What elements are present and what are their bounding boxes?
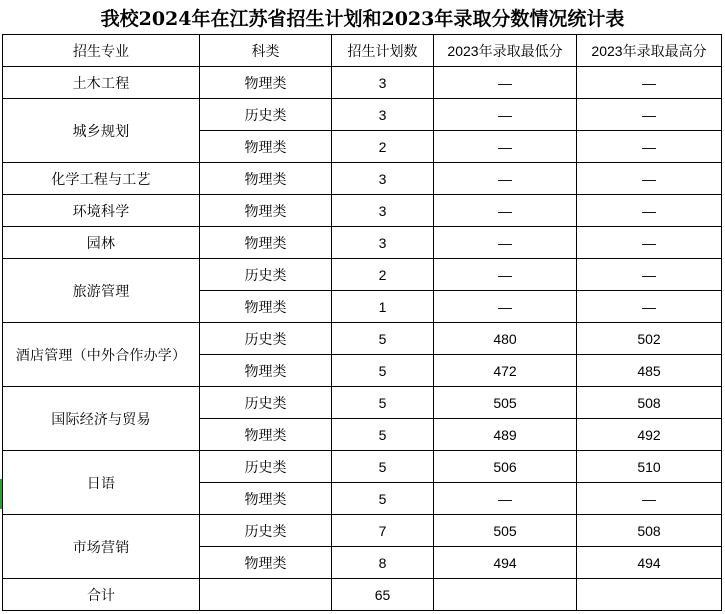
plan-cell: 5 xyxy=(332,451,434,483)
min-score-cell: 494 xyxy=(434,547,577,579)
plan-cell: 3 xyxy=(332,163,434,195)
total-max-score xyxy=(577,579,722,611)
max-score-cell: 502 xyxy=(577,323,722,355)
category-cell: 物理类 xyxy=(200,355,332,387)
total-min-score xyxy=(434,579,577,611)
header-row xyxy=(3,35,722,67)
min-score-cell: 505 xyxy=(434,387,577,419)
table-row xyxy=(3,227,722,259)
header-max-score: 2023年录取最高分 xyxy=(577,35,722,67)
header-category: 科类 xyxy=(200,35,332,67)
plan-cell: 7 xyxy=(332,515,434,547)
category-cell: 物理类 xyxy=(200,67,332,99)
table-row xyxy=(3,259,722,291)
min-score-cell: 480 xyxy=(434,323,577,355)
table-row xyxy=(3,451,722,483)
total-row xyxy=(3,579,722,611)
max-score-cell: — xyxy=(577,259,722,291)
min-score-cell: 489 xyxy=(434,419,577,451)
major-cell: 园林 xyxy=(3,227,200,259)
category-cell: 物理类 xyxy=(200,131,332,163)
min-score-cell: — xyxy=(434,163,577,195)
plan-cell: 5 xyxy=(332,419,434,451)
min-score-cell: — xyxy=(434,131,577,163)
max-score-cell: — xyxy=(577,163,722,195)
plan-cell: 3 xyxy=(332,227,434,259)
plan-cell: 3 xyxy=(332,99,434,131)
min-score-cell: — xyxy=(434,291,577,323)
max-score-cell: — xyxy=(577,291,722,323)
major-cell: 城乡规划 xyxy=(3,99,200,163)
major-cell: 化学工程与工艺 xyxy=(3,163,200,195)
category-cell: 历史类 xyxy=(200,99,332,131)
max-score-cell: 510 xyxy=(577,451,722,483)
max-score-cell: 508 xyxy=(577,387,722,419)
plan-cell: 3 xyxy=(332,67,434,99)
category-cell: 历史类 xyxy=(200,515,332,547)
plan-cell: 5 xyxy=(332,323,434,355)
min-score-cell: 505 xyxy=(434,515,577,547)
category-cell: 历史类 xyxy=(200,259,332,291)
table-row xyxy=(3,515,722,547)
plan-cell: 3 xyxy=(332,195,434,227)
plan-cell: 5 xyxy=(332,387,434,419)
category-cell: 历史类 xyxy=(200,387,332,419)
min-score-cell: — xyxy=(434,259,577,291)
max-score-cell: 485 xyxy=(577,355,722,387)
max-score-cell: — xyxy=(577,483,722,515)
table-body xyxy=(3,67,722,611)
table-row xyxy=(3,67,722,99)
major-cell: 国际经济与贸易 xyxy=(3,387,200,451)
table-row xyxy=(3,195,722,227)
max-score-cell: — xyxy=(577,67,722,99)
major-cell: 旅游管理 xyxy=(3,259,200,323)
total-label: 合计 xyxy=(3,579,200,611)
min-score-cell: — xyxy=(434,67,577,99)
category-cell: 历史类 xyxy=(200,323,332,355)
plan-cell: 1 xyxy=(332,291,434,323)
category-cell: 物理类 xyxy=(200,227,332,259)
plan-cell: 5 xyxy=(332,355,434,387)
min-score-cell: — xyxy=(434,227,577,259)
category-cell: 历史类 xyxy=(200,451,332,483)
major-cell: 酒店管理（中外合作办学） xyxy=(3,323,200,387)
plan-cell: 8 xyxy=(332,547,434,579)
min-score-cell: — xyxy=(434,99,577,131)
max-score-cell: — xyxy=(577,99,722,131)
page-title: 我校2024年在江苏省招生计划和2023年录取分数情况统计表 xyxy=(100,7,625,30)
header-major: 招生专业 xyxy=(3,35,200,67)
min-score-cell: 506 xyxy=(434,451,577,483)
max-score-cell: — xyxy=(577,131,722,163)
category-cell: 物理类 xyxy=(200,419,332,451)
header-min-score: 2023年录取最低分 xyxy=(434,35,577,67)
major-cell: 日语 xyxy=(3,451,200,515)
table-row xyxy=(3,387,722,419)
plan-cell: 5 xyxy=(332,483,434,515)
plan-cell: 2 xyxy=(332,131,434,163)
total-plan: 65 xyxy=(332,579,434,611)
max-score-cell: 494 xyxy=(577,547,722,579)
max-score-cell: — xyxy=(577,195,722,227)
category-cell: 物理类 xyxy=(200,483,332,515)
min-score-cell: 472 xyxy=(434,355,577,387)
table-row xyxy=(3,99,722,131)
max-score-cell: — xyxy=(577,227,722,259)
max-score-cell: 508 xyxy=(577,515,722,547)
header-plan: 招生计划数 xyxy=(332,35,434,67)
major-cell: 环境科学 xyxy=(3,195,200,227)
total-category xyxy=(200,579,332,611)
min-score-cell: — xyxy=(434,195,577,227)
plan-cell: 2 xyxy=(332,259,434,291)
table-row xyxy=(3,163,722,195)
table-row xyxy=(3,323,722,355)
category-cell: 物理类 xyxy=(200,291,332,323)
admission-table xyxy=(2,34,722,611)
category-cell: 物理类 xyxy=(200,547,332,579)
min-score-cell: — xyxy=(434,483,577,515)
major-cell: 土木工程 xyxy=(3,67,200,99)
major-cell: 市场营销 xyxy=(3,515,200,579)
category-cell: 物理类 xyxy=(200,163,332,195)
max-score-cell: 492 xyxy=(577,419,722,451)
category-cell: 物理类 xyxy=(200,195,332,227)
